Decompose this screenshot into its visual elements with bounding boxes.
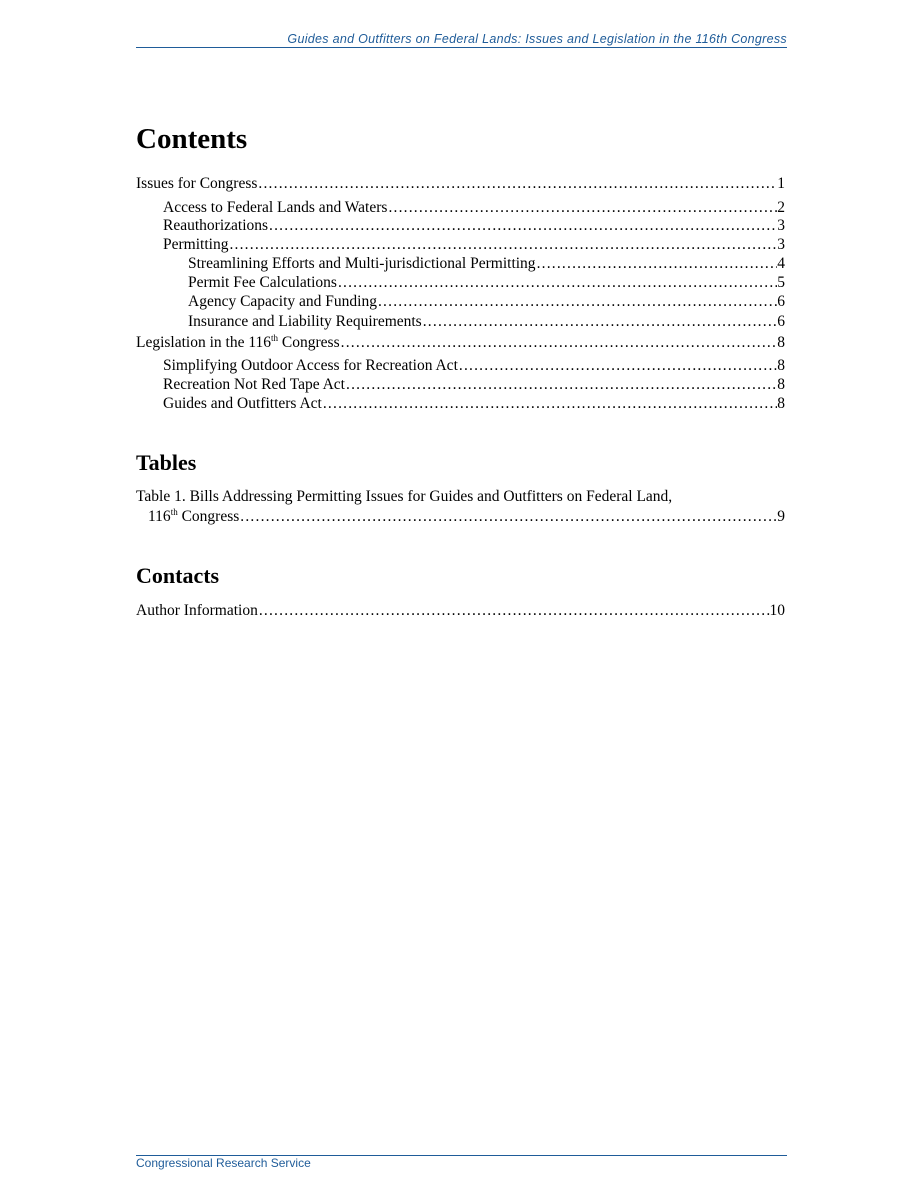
dot-leader	[257, 174, 777, 193]
dot-leader	[239, 507, 777, 526]
toc-entry[interactable]	[136, 235, 785, 254]
dot-leader	[377, 292, 777, 311]
toc-entry-label: Insurance and Liability Requirements	[188, 313, 422, 330]
toc-entry-page: 6	[777, 293, 785, 310]
toc-entry-page: 2	[777, 199, 785, 216]
toc-entry-label: Legislation in the 116th Congress	[136, 332, 340, 351]
toc-entry-page: 8	[777, 334, 785, 351]
toc-entry-page: 5	[777, 274, 785, 291]
toc-entry-page: 8	[777, 357, 785, 374]
dot-leader	[422, 312, 778, 331]
table-entry-label: 116th Congress	[148, 506, 240, 525]
toc-entry[interactable]	[136, 254, 785, 273]
toc-entry[interactable]	[136, 375, 785, 394]
toc-entry[interactable]	[136, 312, 785, 331]
toc-entry-label: Recreation Not Red Tape Act	[163, 376, 345, 393]
toc-entry[interactable]	[136, 174, 785, 193]
contents-heading: Contents	[136, 123, 248, 155]
dot-leader	[258, 601, 770, 620]
toc-entry-label: Simplifying Outdoor Access for Recreation Act	[163, 357, 458, 374]
dot-leader	[268, 216, 777, 235]
table-entry[interactable]	[136, 507, 785, 526]
dot-leader	[337, 273, 777, 292]
running-header-title: Guides and Outfitters on Federal Lands: Issues and Legislation in the 116th Congress	[287, 32, 787, 46]
toc-entry[interactable]	[136, 394, 785, 413]
header-rule	[136, 47, 787, 48]
toc-entry-page: 1	[777, 175, 785, 192]
toc-entry-page: 3	[777, 217, 785, 234]
toc-entry[interactable]	[136, 273, 785, 292]
toc-entry-label: Agency Capacity and Funding	[188, 293, 377, 310]
contact-entry-page: 10	[769, 602, 785, 619]
dot-leader	[536, 254, 778, 273]
dot-leader	[322, 394, 777, 413]
contact-entry-label: Author Information	[136, 602, 258, 619]
table-entry-page: 9	[777, 508, 785, 525]
contacts-heading: Contacts	[136, 563, 220, 588]
table-entry-title-line1[interactable]: Table 1. Bills Addressing Permitting Issues for Guides and Outfitters on Federal Land,	[136, 488, 673, 505]
toc-entry[interactable]	[136, 198, 785, 217]
footer-source: Congressional Research Service	[136, 1156, 311, 1170]
toc-entry[interactable]	[136, 292, 785, 311]
toc-entry-label: Guides and Outfitters Act	[163, 395, 322, 412]
toc-entry-page: 8	[777, 376, 785, 393]
contact-entry[interactable]	[136, 601, 785, 620]
toc-entry[interactable]	[136, 216, 785, 235]
dot-leader	[387, 198, 777, 217]
toc-entry-page: 4	[777, 255, 785, 272]
dot-leader	[458, 356, 777, 375]
tables-heading: Tables	[136, 450, 197, 475]
toc-entry-label: Permit Fee Calculations	[188, 274, 337, 291]
toc-entry[interactable]	[136, 333, 785, 352]
dot-leader	[228, 235, 777, 254]
dot-leader	[345, 375, 777, 394]
toc-entry-page: 8	[777, 395, 785, 412]
dot-leader	[340, 333, 778, 352]
toc-entry-label: Reauthorizations	[163, 217, 269, 234]
toc-entry-page: 3	[777, 236, 785, 253]
toc-entry-label: Issues for Congress	[136, 175, 258, 192]
toc-entry-label: Permitting	[163, 236, 229, 253]
toc-entry-label: Access to Federal Lands and Waters	[163, 199, 388, 216]
toc-entry-label: Streamlining Efforts and Multi-jurisdictional Permitting	[188, 255, 536, 272]
toc-entry[interactable]	[136, 356, 785, 375]
toc-entry-page: 6	[777, 313, 785, 330]
